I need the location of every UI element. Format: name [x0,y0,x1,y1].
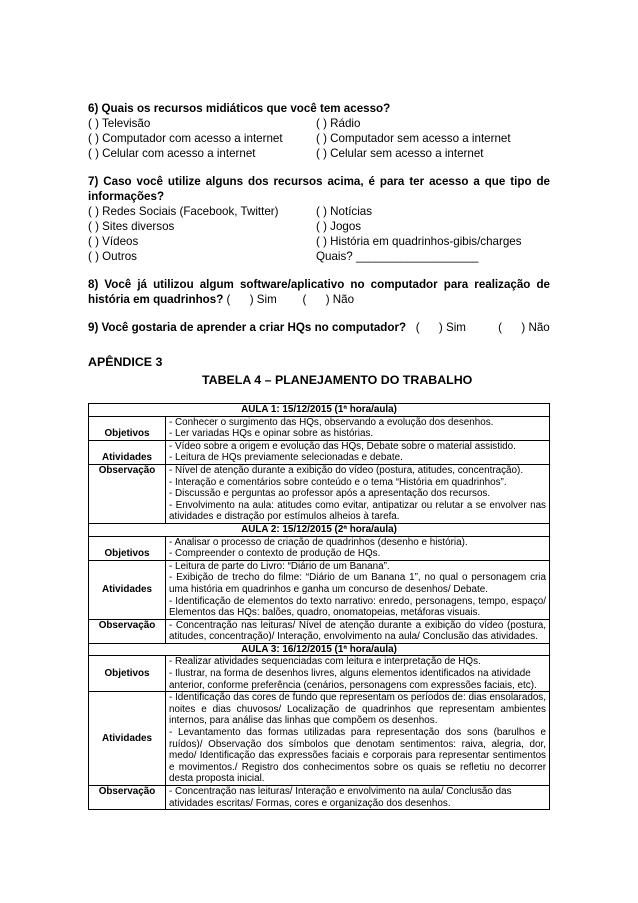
option-phone-internet: ( ) Celular com acesso a internet [88,147,256,160]
cell-line: - Leitura de HQs previamente selecionadas e debate. [169,452,403,464]
option-computer-no-internet: ( ) Computador sem acesso a internet [316,132,511,145]
question-8-title: 8) Você já utilizou algum software/aplicativo no computador para realização de história em quadrinhos? [88,278,550,306]
cell-line: - Realizar atividades sequenciadas com leitura e interpretação de HQs. [169,656,481,668]
cell-line: - Nível de atenção durante a exibição do vídeo (postura, atitudes, concentração). [169,464,524,476]
table-cell [166,536,550,560]
row-label: Objetivos [89,656,166,692]
cell-line: - Concentração nas leituras/ Interação e envolvimento na aula/ Conclusão das atividades escritas/ Formas, cores e organização dos desenhos. [169,786,512,809]
question-8 [88,277,550,307]
cell-line: - Ler variadas HQs e opinar sobre as histórias. [169,428,374,440]
planning-table [88,403,550,810]
table-cell [166,786,550,810]
table-row [89,523,550,536]
aula-header: AULA 1: 15/12/2015 (1ª hora/aula) [89,404,550,417]
question-9-answer: ( ) Sim ( ) Não [406,321,550,334]
option-computer-internet: ( ) Computador com acesso a internet [88,132,283,145]
option-social: ( ) Redes Sociais (Facebook, Twitter) [88,205,279,218]
option-videos: ( ) Vídeos [88,235,139,248]
table-row [89,786,550,810]
option-row [88,219,550,234]
cell-line: - Exibição de trecho do filme: “Diário de um Banana 1”, no qual o personagem cria uma história em quadrinhos e ganha um concurso de desenhos/ Debate. [169,572,546,595]
option-phone-no-internet: ( ) Celular sem acesso a internet [316,147,484,160]
table-row [89,656,550,692]
cell-line: - Ilustrar, na forma de desenhos livres, alguns elementos identificados na atividade anterior, conforme preferência (cenários, personagens com expressões faciais, etc). [169,668,537,691]
table-cell [166,619,550,643]
option-comics: ( ) História em quadrinhos-gibis/charges [316,235,522,248]
cell-line: - Levantamento das formas utilizadas para representação dos sons (barulhos e ruídos)/ Observação dos símbolos que denotam sentimentos: raiva, alegria, dor, medo/ Identificação das expressões faciais e corporais para representar sentimentos e movimentos./ Registro dos conhecimentos sobre os quais se refletiu no decorrer desta proposta inicial. [169,727,546,785]
cell-line: - Identificação de elementos do texto narrativo: enredo, personagens, tempo, espaço/ Elementos das HQs: balões, quadro, onomatopeias, metáforas visuais. [169,595,546,619]
option-row [88,204,550,219]
option-row [88,131,550,146]
question-7-title: 7) Caso você utilize alguns dos recursos acima, é para ter acesso a que tipo de informações? [88,175,550,203]
question-8-answer: ( ) Sim ( ) Não [223,293,355,306]
table-cell [166,440,550,464]
cell-line: - Conhecer o surgimento das HQs, observando a evolução dos desenhos. [169,416,494,428]
document-page [88,101,550,810]
row-label: Objetivos [89,416,166,440]
option-sites: ( ) Sites diversos [88,220,175,233]
question-9-title: 9) Você gostaria de aprender a criar HQs no computador? [88,321,407,334]
cell-line: - Analisar o processo de criação de quadrinhos (desenho e história). [169,536,468,548]
cell-line: - Concentração nas leituras/ Nível de atenção durante a exibição do vídeo (postura, atitudes, concentração)/ Interação, envolvimento na aula/ Conclusão das atividades. [169,619,546,643]
option-row [88,249,550,264]
row-label: Observação [89,619,166,643]
option-radio: ( ) Rádio [316,117,361,130]
table-row [89,643,550,656]
table-row [89,404,550,417]
table-row [89,464,550,523]
table-cell [166,560,550,619]
option-others: ( ) Outros [88,250,137,263]
option-games: ( ) Jogos [316,220,362,233]
row-label: Observação [89,464,166,523]
question-6-title: 6) Quais os recursos midiáticos que você tem acesso? [88,102,391,115]
cell-line: - Discussão e perguntas ao professor após a apresentação dos recursos. [169,488,491,500]
option-row [88,146,550,161]
row-label: Atividades [89,692,166,786]
row-label: Atividades [89,440,166,464]
table-title: TABELA 4 – PLANEJAMENTO DO TRABALHO [202,373,473,387]
aula-header: AULA 2: 15/12/2015 (2ª hora/aula) [89,523,550,536]
cell-line: - Identificação das cores de fundo que representam os períodos de: dias ensolarados, noites e dias chuvosos/ Localização de quadrinhos que representam ambientes internos, para análise das linhas que compõem os desenhos. [169,692,546,727]
question-7 [88,174,550,264]
option-row [88,234,550,249]
cell-line: - Compreender o contexto de produção de HQs. [169,548,381,560]
aula-header: AULA 3: 16/12/2015 (1ª hora/aula) [89,643,550,656]
row-label: Objetivos [89,536,166,560]
cell-line: - Interação e comentários sobre conteúdo e o tema “História em quadrinhos”. [169,476,507,488]
table-cell [166,692,550,786]
cell-line: - Envolvimento na aula: atitudes como evitar, antipatizar ou relutar a se envolver nas atividades e distração por estímulos alheios à tarefa. [169,499,546,523]
table-row [89,440,550,464]
question-9 [88,320,550,335]
table-row [89,536,550,560]
table-cell [166,416,550,440]
table-row [89,560,550,619]
table-row [89,416,550,440]
table-row [89,692,550,786]
row-label: Observação [89,786,166,810]
table-cell [166,464,550,523]
cell-line: - Vídeo sobre a origem e evolução das HQs, Debate sobre o material assistido. [169,440,516,452]
option-tv: ( ) Televisão [88,117,151,130]
question-6 [88,101,550,161]
appendix-heading: APÊNDICE 3 [88,355,163,369]
option-which: Quais? ___________________ [316,250,479,263]
table-cell [166,656,550,692]
option-row [88,116,550,131]
row-label: Atividades [89,560,166,619]
option-news: ( ) Notícias [316,205,373,218]
table-row [89,619,550,643]
cell-line: - Leitura de parte do Livro: “Diário de um Banana”. [169,560,390,572]
